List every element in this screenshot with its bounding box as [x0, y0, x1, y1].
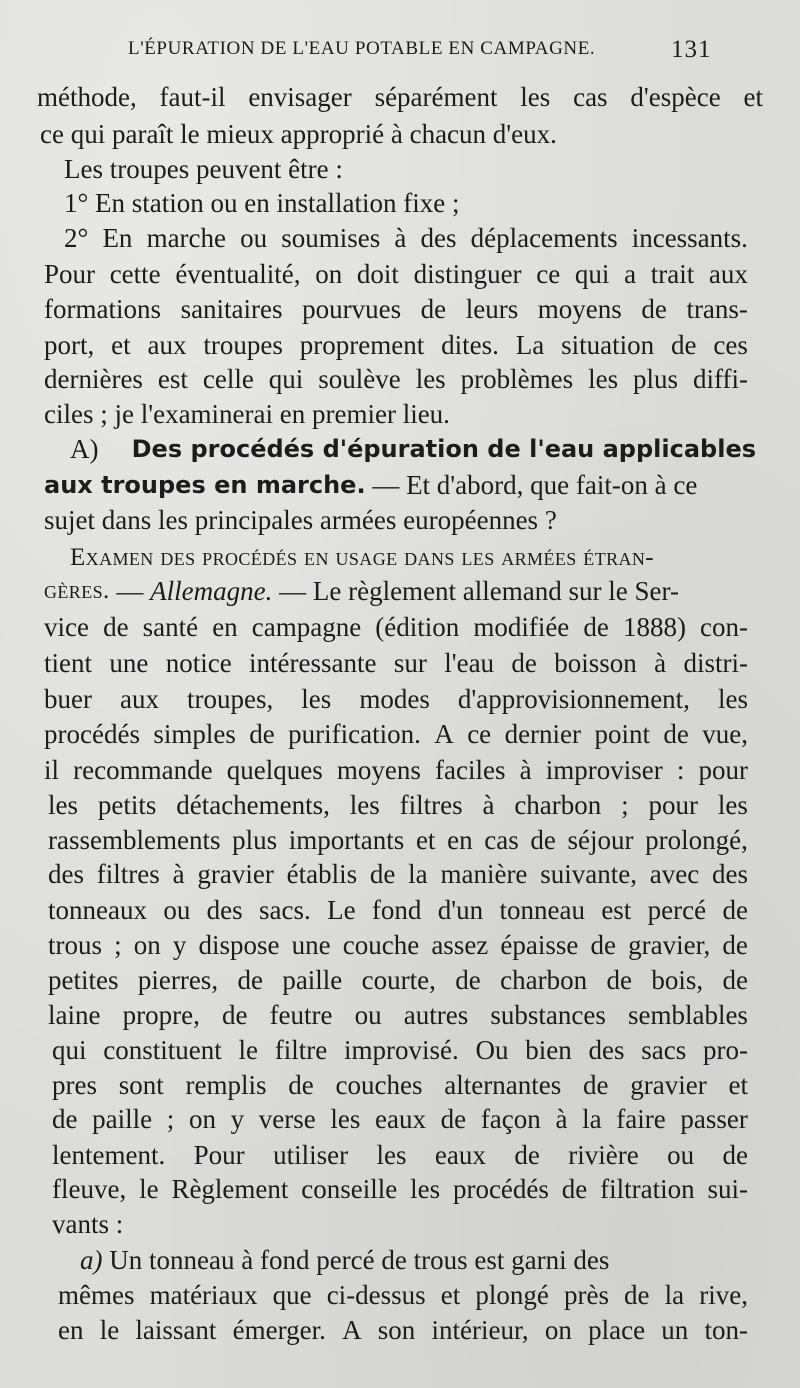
word: on: [188, 1104, 216, 1134]
word: A: [434, 719, 454, 749]
word: utiliser: [273, 1140, 349, 1170]
text-line: [48, 856, 748, 896]
list-item-line: [80, 1242, 609, 1282]
word: autres: [403, 1000, 469, 1030]
word: proprement: [299, 330, 425, 360]
word: courte,: [361, 965, 436, 995]
word: pro-: [702, 1035, 748, 1065]
word: y: [172, 930, 187, 960]
word: on: [315, 259, 343, 289]
word: faut-il: [159, 82, 226, 112]
word: trans-: [686, 294, 748, 324]
word: recommande: [73, 755, 213, 785]
word: de: [606, 965, 632, 995]
word: de: [583, 612, 609, 642]
word: tonneau: [499, 895, 585, 925]
word: d'un: [437, 895, 484, 925]
text-line: [44, 256, 748, 296]
word: alternantes: [444, 1070, 562, 1100]
word: l'eau: [444, 648, 495, 678]
word: on: [544, 1315, 572, 1345]
word: moyens: [336, 755, 421, 785]
word: le: [139, 1174, 159, 1204]
word: fleuve,: [52, 1174, 127, 1204]
word: modes: [359, 684, 430, 714]
word: paille: [282, 965, 343, 995]
word: les: [349, 790, 380, 820]
word: les: [48, 790, 78, 820]
word: sont: [118, 1070, 164, 1100]
word: marche: [146, 223, 227, 253]
word: ;: [621, 790, 629, 820]
word: intérieur,: [431, 1315, 529, 1345]
word: un: [661, 1315, 689, 1345]
word: gravier: [197, 859, 274, 889]
line-text: ce qui paraît le mieux approprié à chacun d'eux.: [40, 119, 557, 149]
word: formations: [44, 294, 161, 324]
word: petites: [48, 965, 119, 995]
word: importants: [288, 825, 405, 855]
word: mêmes: [58, 1280, 135, 1310]
word: cas: [484, 825, 519, 855]
word: que: [272, 1280, 312, 1310]
word: petits: [97, 790, 157, 820]
word: envisager: [248, 82, 352, 112]
word: ;: [166, 1104, 175, 1134]
text-line: [52, 1206, 123, 1246]
text-line: [44, 361, 748, 401]
word: ou: [354, 1000, 382, 1030]
word: ou: [667, 1140, 695, 1170]
word: des: [206, 895, 243, 925]
word: pres: [52, 1070, 97, 1100]
text-line: [44, 681, 748, 721]
word: rassemblements: [48, 825, 221, 855]
word: conseille: [301, 1174, 398, 1204]
word: cas: [573, 82, 608, 112]
word: de: [237, 965, 263, 995]
word: les: [301, 684, 332, 714]
word: procédés: [452, 1174, 549, 1204]
word: bien: [525, 1035, 572, 1065]
word: détachements,: [176, 790, 330, 820]
word: ;: [114, 930, 122, 960]
word: improviser: [545, 755, 663, 785]
page-number: 131: [671, 36, 712, 63]
text-line: [37, 79, 763, 119]
line-text: ciles ; je l'examinerai en premier lieu.: [44, 399, 450, 429]
word: substances: [490, 1000, 606, 1030]
word: problèmes: [460, 364, 574, 394]
text-line: [40, 116, 557, 156]
word: de: [641, 294, 667, 324]
word: déplacements: [470, 223, 618, 253]
word: sacs.: [259, 895, 311, 925]
word: manière: [440, 859, 528, 889]
text-line: [48, 997, 748, 1037]
word: santé: [142, 612, 199, 642]
item-label: a): [80, 1245, 103, 1275]
word: une: [109, 648, 149, 678]
word: de: [288, 1070, 314, 1100]
word: tonneaux: [48, 895, 147, 925]
text-line: [48, 927, 748, 967]
word: de: [420, 294, 447, 324]
word: des: [588, 1035, 625, 1065]
word: la: [582, 1104, 602, 1134]
word: couches: [335, 1070, 423, 1100]
word: Pour: [44, 259, 96, 289]
text-line: [58, 1277, 748, 1317]
word: les: [410, 1174, 441, 1204]
line-text: Les troupes peuvent être :: [64, 154, 343, 184]
word: soulève: [318, 364, 401, 394]
word: laine: [48, 1000, 101, 1030]
word: de: [52, 1104, 78, 1134]
word: rive,: [699, 1280, 748, 1310]
word: de: [530, 825, 556, 855]
word: port,: [44, 330, 95, 360]
word: moyens: [537, 294, 622, 324]
item-text: Un tonneau à fond percé de trous est garni des: [102, 1245, 610, 1275]
word: de: [722, 965, 748, 995]
word: fond: [371, 895, 422, 925]
word: (édition: [375, 612, 460, 642]
section-lead: — Et d'abord, que fait-on à ce: [365, 470, 698, 500]
word: le: [99, 1315, 120, 1345]
word: soumises: [281, 223, 381, 253]
word: pour: [648, 790, 699, 820]
word: place: [588, 1315, 646, 1345]
word: méthode,: [37, 82, 137, 112]
word: de: [369, 859, 396, 889]
word: cette: [109, 259, 161, 289]
word: et: [415, 825, 436, 855]
word: de: [561, 1174, 588, 1204]
section-title-cont: aux troupes en marche.: [44, 471, 366, 499]
word: simples: [153, 719, 236, 749]
word: de: [440, 1104, 467, 1134]
word: de: [663, 719, 689, 749]
text-line: [44, 645, 748, 685]
word: dites.: [441, 330, 499, 360]
word: situation: [561, 330, 655, 360]
word: eaux: [434, 1140, 486, 1170]
page-header: [0, 36, 800, 66]
word: de: [722, 930, 748, 960]
word: La: [515, 330, 545, 360]
word: qui: [52, 1035, 87, 1065]
word: à: [519, 755, 532, 785]
word: façon: [480, 1104, 541, 1134]
word: distri-: [683, 648, 748, 678]
text-line: [48, 787, 748, 827]
word: des: [48, 859, 84, 889]
word: ce: [536, 259, 561, 289]
word: verse: [258, 1104, 316, 1134]
word: ci-dessus: [326, 1280, 426, 1310]
running-head: L'ÉPURATION DE L'EAU POTABLE EN CAMPAGNE.: [128, 38, 596, 59]
word: filtres: [96, 859, 160, 889]
word: 1888): [622, 612, 686, 642]
word: ou: [163, 895, 191, 925]
word: filtre: [274, 1035, 328, 1065]
word: de: [249, 719, 275, 749]
word: faciles: [435, 755, 506, 785]
word: plus: [633, 364, 679, 394]
word: et: [743, 82, 763, 112]
text-line: [44, 291, 748, 331]
country-name: Allemagne.: [150, 576, 273, 606]
word: procédés: [44, 719, 140, 749]
word: Règlement: [171, 1174, 289, 1204]
word: gravier: [630, 1070, 707, 1100]
word: distinguer: [413, 259, 522, 289]
word: eaux: [375, 1104, 427, 1134]
word: de: [624, 1280, 650, 1310]
word: vue,: [702, 719, 748, 749]
word: ton-: [704, 1315, 748, 1345]
word: des: [420, 223, 457, 253]
word: les: [717, 790, 748, 820]
word: de: [590, 930, 616, 960]
word: incessants.: [631, 223, 748, 253]
word: charbon: [514, 790, 602, 820]
word: trous: [48, 930, 102, 960]
word: près: [563, 1280, 609, 1310]
word: la: [664, 1280, 685, 1310]
word: en: [447, 825, 473, 855]
word: En: [102, 223, 133, 253]
word: qui: [574, 259, 610, 289]
word: de: [455, 965, 481, 995]
word: leurs: [465, 294, 519, 324]
word: a: [624, 259, 637, 289]
word: de: [671, 330, 697, 360]
word: filtration: [600, 1174, 695, 1204]
word: Pour: [193, 1140, 245, 1170]
text-line: [48, 962, 748, 1002]
word: boisson: [554, 648, 637, 678]
word: modifiée: [473, 612, 570, 642]
word: notice: [165, 648, 232, 678]
line-text: 1° En station ou en installation fixe ;: [64, 188, 460, 218]
word: assez: [431, 930, 489, 960]
word: plus: [232, 825, 278, 855]
word: à: [172, 859, 185, 889]
word: de: [722, 1140, 748, 1170]
word: est: [601, 895, 632, 925]
word: aux: [147, 330, 187, 360]
word: les: [717, 684, 748, 714]
word: A: [342, 1315, 362, 1345]
word: de: [514, 1140, 540, 1170]
word: paille: [92, 1104, 153, 1134]
word: aux: [120, 684, 159, 714]
text-line: [58, 1312, 748, 1352]
word: dernier: [504, 719, 582, 749]
word: à: [482, 790, 495, 820]
word: purification.: [288, 719, 421, 749]
word: dernières: [44, 364, 143, 394]
word: la: [408, 859, 428, 889]
word: diffi-: [693, 364, 748, 394]
word: et: [111, 330, 131, 360]
section-title: Des procédés d'épuration de l'eau applicables: [131, 435, 756, 463]
word: les: [376, 1140, 407, 1170]
word: sanitaires: [180, 294, 283, 324]
word: des: [712, 859, 748, 889]
word: vice: [44, 612, 89, 642]
examen-heading-line: [44, 573, 679, 613]
word: sui-: [707, 1174, 748, 1204]
word: le: [238, 1035, 258, 1065]
word: 2°: [64, 223, 89, 253]
word: matériaux: [149, 1280, 258, 1310]
word: en: [58, 1315, 84, 1345]
word: de: [722, 895, 748, 925]
examen-heading: Examen des procédés en usage dans les armées étran-: [70, 544, 655, 571]
line-text: sujet dans les principales armées européennes ?: [44, 505, 557, 535]
dash: —: [109, 576, 151, 606]
examen-heading-cont: gères.: [44, 577, 110, 604]
word: pierres,: [137, 965, 219, 995]
word: les: [415, 364, 446, 394]
word: troupes: [203, 330, 283, 360]
word: ce: [467, 719, 492, 749]
word: quelques: [226, 755, 323, 785]
word: les: [330, 1104, 361, 1134]
word: il: [44, 755, 60, 785]
word: à: [555, 1104, 568, 1134]
word: bois,: [651, 965, 704, 995]
word: troupes,: [187, 684, 274, 714]
word: dispose: [198, 930, 280, 960]
word: intéressante: [249, 648, 377, 678]
word: son: [377, 1315, 416, 1345]
word: suivante,: [540, 859, 637, 889]
word: établis: [286, 859, 358, 889]
word: improvisé.: [343, 1035, 459, 1065]
word: et: [728, 1070, 748, 1100]
text-line: [44, 609, 748, 649]
word: de: [583, 1070, 609, 1100]
word: Le: [327, 895, 356, 925]
word: gravier,: [628, 930, 711, 960]
word: percé: [647, 895, 707, 925]
word: filtres: [399, 790, 463, 820]
word: séjour: [567, 825, 634, 855]
word: prolongé,: [645, 825, 748, 855]
word: de: [221, 1000, 248, 1030]
word: campagne: [251, 612, 362, 642]
text-line: [52, 1101, 748, 1141]
word: émerger.: [232, 1315, 326, 1345]
word: remplis: [185, 1070, 267, 1100]
word: on: [133, 930, 161, 960]
word: les: [588, 364, 619, 394]
word: plongé: [475, 1280, 549, 1310]
word: à: [394, 223, 407, 253]
word: une: [291, 930, 331, 960]
text-line: [44, 396, 450, 436]
word: faire: [616, 1104, 666, 1134]
line-text: vants :: [52, 1209, 124, 1239]
word: aux: [708, 259, 748, 289]
word: sacs: [641, 1035, 687, 1065]
word: en: [212, 612, 238, 642]
text-line: [52, 1171, 748, 1211]
word: feutre: [269, 1000, 333, 1030]
word: propre,: [122, 1000, 200, 1030]
word: tient: [44, 648, 92, 678]
word: à: [654, 648, 667, 678]
text-line: [52, 1032, 748, 1072]
word: éventualité,: [175, 259, 301, 289]
text-line: [44, 716, 748, 756]
word: doit: [356, 259, 399, 289]
word: les: [520, 82, 551, 112]
word: y: [230, 1104, 245, 1134]
word: con-: [700, 612, 748, 642]
word: charbon: [500, 965, 588, 995]
text-line: [64, 220, 748, 260]
word: Ou: [475, 1035, 509, 1065]
section-label: A): [70, 434, 99, 464]
word: semblables: [627, 1000, 748, 1030]
word: sur: [393, 648, 427, 678]
word: :: [676, 755, 685, 785]
word: séparément: [374, 82, 498, 112]
word: point: [594, 719, 650, 749]
word: de: [103, 612, 129, 642]
word: et: [440, 1280, 461, 1310]
text-line: [44, 502, 557, 542]
word: pourvues: [302, 294, 402, 324]
word: passer: [680, 1104, 748, 1134]
word: ces: [713, 330, 748, 360]
section-heading-line: [70, 431, 756, 471]
word: celle: [202, 364, 254, 394]
word: lentement.: [52, 1140, 166, 1170]
word: rivière: [568, 1140, 639, 1170]
word: trait: [650, 259, 695, 289]
word: buer: [44, 684, 92, 714]
word: couche: [342, 930, 420, 960]
word: ou: [240, 223, 268, 253]
word: de: [511, 648, 537, 678]
text-line: [64, 185, 459, 225]
word: constituent: [103, 1035, 222, 1065]
examen-lead: — Le règlement allemand sur le Ser-: [272, 576, 679, 606]
word: d'espèce: [630, 82, 721, 112]
word: est: [157, 364, 188, 394]
word: d'approvisionnement,: [457, 684, 690, 714]
text-line: [44, 752, 748, 792]
text-line: [48, 892, 748, 932]
word: avec: [649, 859, 700, 889]
section-heading-line: [44, 467, 697, 507]
word: épaisse: [500, 930, 579, 960]
word: laissant: [135, 1315, 217, 1345]
word: pour: [698, 755, 748, 785]
word: qui: [268, 364, 304, 394]
